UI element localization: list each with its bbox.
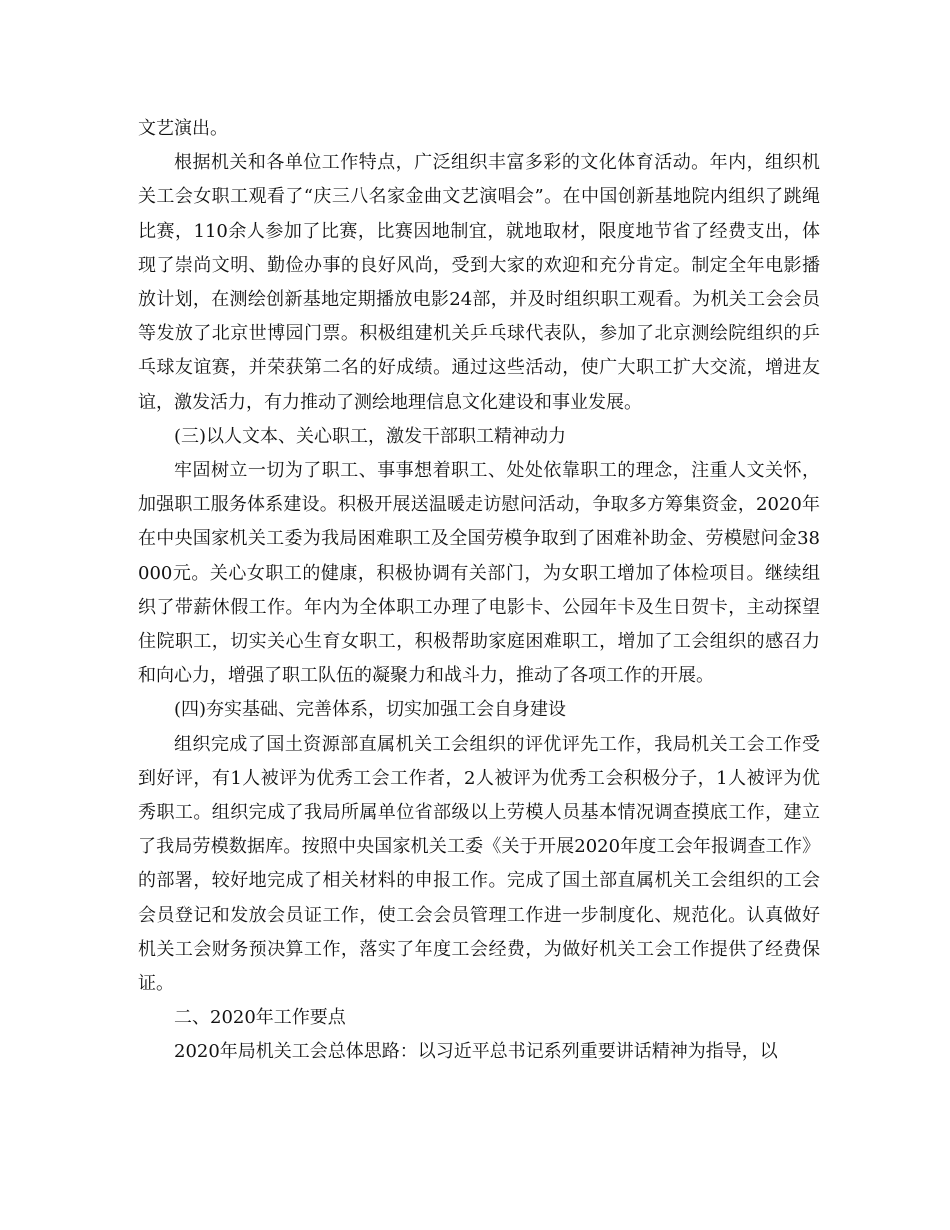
- paragraph-culture-sports: 根据机关和各单位工作特点，广泛组织丰富多彩的文化体育活动。年内，组织机关工会女职工观看了“庆三八名家金曲文艺演唱会”。在中国创新基地院内组织了跳绳比赛，110余人参加了比赛，比赛因地制宜，就地取材，限度地节省了经费支出，体现了崇尚文明、勤俭办事的良好风尚，受到大家的欢迎和充分肯定。制定全年电影播放计划，在测绘创新基地定期播放电影24部，并及时组织职工观看。为机关工会会员等发放了北京世博园门票。积极组建机关乒乓球代表队，参加了北京测绘院组织的乒乓球友谊赛，并荣获第二名的好成绩。通过这些活动，使广大职工扩大交流，增进友谊，激发活力，有力推动了测绘地理信息文化建设和事业发展。: [138, 152, 820, 413]
- paragraph-care-workers: 牢固树立一切为了职工、事事想着职工、处处依靠职工的理念，注重人文关怀，加强职工服务体系建设。积极开展送温暖走访慰问活动，争取多方筹集资金，2020年在中央国家机关工委为我局困难职工及全国劳模争取到了困难补助金、劳模慰问金38000元。关心女职工的健康，积极协调有关部门，为女职工增加了体检项目。继续组织了带薪休假工作。年内为全体职工办理了电影卡、公园年卡及生日贺卡，主动探望住院职工，切实关心生育女职工，积极帮助家庭困难职工，增加了工会组织的感召力和向心力，增强了职工队伍的凝聚力和战斗力，推动了各项工作的开展。: [138, 460, 820, 687]
- section-heading-4: (四)夯实基础、完善体系，切实加强工会自身建设: [174, 699, 567, 721]
- section-heading-3: (三)以人文本、关心职工，激发干部职工精神动力: [174, 425, 567, 447]
- section-heading-work-points: 二、2020年工作要点: [174, 1007, 346, 1029]
- document-body: [138, 112, 820, 1070]
- paragraph-union-building: 组织完成了国土资源部直属机关工会组织的评优评先工作，我局机关工会工作受到好评，有1人被评为优秀工会工作者，2人被评为优秀工会积极分子，1人被评为优秀职工。组织完成了我局所属单位省部级以上劳模人员基本情况调查摸底工作，建立了我局劳模数据库。按照中央国家机关工委《关于开展2020年度工会年报调查工作》的部署，较好地完成了相关材料的申报工作。完成了国土部直属机关工会组织的工会会员登记和发放会员证工作，使工会会员管理工作进一步制度化、规范化。认真做好机关工会财务预决算工作，落实了年度工会经费，为做好机关工会工作提供了经费保证。: [138, 733, 820, 995]
- paragraph-continuation: 文艺演出。: [138, 118, 228, 139]
- paragraph-overall-idea: 2020年局机关工会总体思路：以习近平总书记系列重要讲话精神为指导，以: [174, 1041, 778, 1063]
